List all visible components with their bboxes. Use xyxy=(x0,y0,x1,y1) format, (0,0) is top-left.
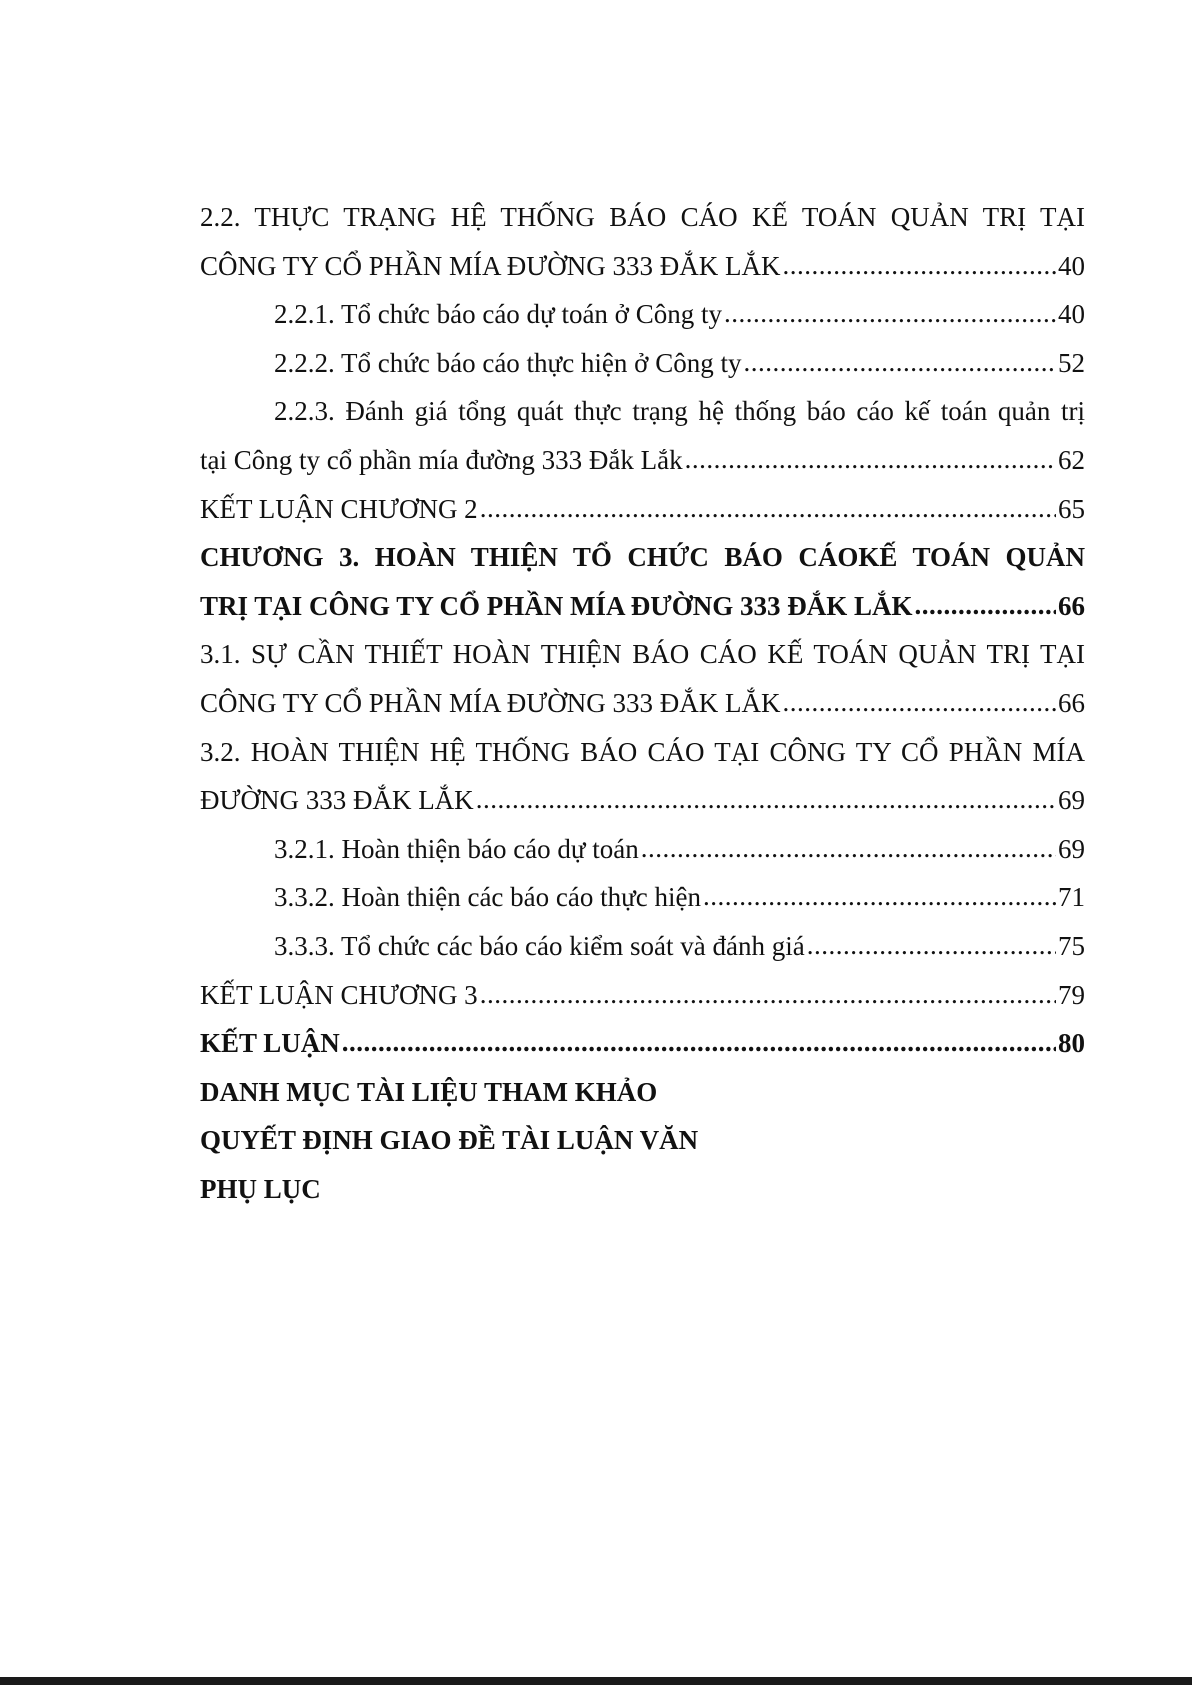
toc-entry-3-2-1[interactable] xyxy=(200,825,1085,874)
toc-page-number: 71 xyxy=(1058,882,1085,913)
toc-entry-text: tại Công ty cổ phần mía đường 333 Đắk Lắk xyxy=(200,444,683,475)
toc-entry-ket-luan-chuong-2[interactable] xyxy=(200,485,1085,534)
toc-entry-text: CHƯƠNG 3. HOÀN THIỆN TỔ CHỨC BÁO CÁOKẾ TOÁN QUẢN xyxy=(200,542,1085,573)
toc-entry-text: KẾT LUẬN CHƯƠNG 3 xyxy=(200,979,478,1010)
toc-page-number: 69 xyxy=(1058,785,1085,816)
dot-leader xyxy=(782,678,1056,727)
toc-entry-text: 3.1. SỰ CẦN THIẾT HOÀN THIỆN BÁO CÁO KẾ TOÁN QUẢN TRỊ TẠI xyxy=(200,639,1085,670)
toc-entry-text: 2.2.2. Tổ chức báo cáo thực hiện ở Công ty xyxy=(274,347,742,378)
dot-leader xyxy=(685,435,1056,484)
dot-leader xyxy=(915,581,1056,630)
dot-leader xyxy=(743,338,1056,387)
dot-leader xyxy=(480,484,1056,533)
toc-entry-text: CÔNG TY CỔ PHẦN MÍA ĐƯỜNG 333 ĐẮK LẮK xyxy=(200,687,781,718)
dot-leader xyxy=(342,1018,1056,1067)
toc-entry-3-3-3[interactable] xyxy=(200,922,1085,971)
toc-page-number: 40 xyxy=(1058,299,1085,330)
toc-entry-text: KẾT LUẬN xyxy=(200,1028,340,1059)
toc-entry-3-2[interactable] xyxy=(200,728,1085,825)
toc-entry-2-2-2[interactable] xyxy=(200,339,1085,388)
toc-entry-text: 2.2. THỰC TRẠNG HỆ THỐNG BÁO CÁO KẾ TOÁN QUẢN TRỊ TẠI xyxy=(200,202,1085,232)
toc-page-number: 80 xyxy=(1058,1028,1085,1059)
toc-entry-text: ĐƯỜNG 333 ĐẮK LẮK xyxy=(200,785,474,816)
toc-entry-text: CÔNG TY CỔ PHẦN MÍA ĐƯỜNG 333 ĐẮK LẮK xyxy=(200,250,781,281)
toc-entry-chuong-3[interactable] xyxy=(200,533,1085,630)
toc-page-number: 66 xyxy=(1058,687,1085,718)
toc-page-number: 75 xyxy=(1058,930,1085,961)
toc-entry-2-2-3[interactable] xyxy=(200,387,1085,484)
toc-page-number: 62 xyxy=(1058,444,1085,475)
toc-entry-text: TRỊ TẠI CÔNG TY CỔ PHẦN MÍA ĐƯỜNG 333 ĐẮK LẮK xyxy=(200,590,913,621)
toc-entry-ket-luan-chuong-3[interactable] xyxy=(200,971,1085,1020)
toc-entry-text: 2.2.1. Tổ chức báo cáo dự toán ở Công ty xyxy=(274,299,722,330)
dot-leader xyxy=(641,824,1056,873)
dot-leader xyxy=(703,872,1056,921)
toc-entry-text: 2.2.3. Đánh giá tổng quát thực trạng hệ thống báo cáo kế toán quản trị xyxy=(274,396,1085,427)
toc-entry-3-3-2[interactable] xyxy=(200,873,1085,922)
toc-entry-text: 3.3.3. Tổ chức các báo cáo kiểm soát và đánh giá xyxy=(274,930,805,961)
toc-page-number: 40 xyxy=(1058,250,1085,281)
toc-entry-appendix[interactable]: PHỤ LỤC xyxy=(200,1173,321,1204)
table-of-contents xyxy=(200,193,1085,1213)
dot-leader xyxy=(480,970,1056,1019)
toc-entry-thesis-decision[interactable]: QUYẾT ĐỊNH GIAO ĐỀ TÀI LUẬN VĂN xyxy=(200,1125,699,1156)
toc-entry-2-2[interactable] xyxy=(200,193,1085,290)
dot-leader xyxy=(807,921,1056,970)
toc-page-number: 52 xyxy=(1058,347,1085,378)
toc-page-number: 66 xyxy=(1058,590,1085,621)
toc-page-number: 65 xyxy=(1058,493,1085,524)
toc-entry-text: KẾT LUẬN CHƯƠNG 2 xyxy=(200,493,478,524)
toc-entry-3-1[interactable] xyxy=(200,630,1085,727)
dot-leader xyxy=(782,241,1056,290)
toc-entry-references[interactable]: DANH MỤC TÀI LIỆU THAM KHẢO xyxy=(200,1076,658,1107)
toc-entry-2-2-1[interactable] xyxy=(200,290,1085,339)
toc-entry-text: 3.2.1. Hoàn thiện báo cáo dự toán xyxy=(274,833,639,864)
toc-entry-text: 3.2. HOÀN THIỆN HỆ THỐNG BÁO CÁO TẠI CÔNG TY CỔ PHẦN MÍA xyxy=(200,736,1085,767)
toc-entry-text: 3.3.2. Hoàn thiện các báo cáo thực hiện xyxy=(274,882,701,913)
page-bottom-edge xyxy=(0,1677,1192,1685)
dot-leader xyxy=(724,289,1056,338)
toc-page-number: 79 xyxy=(1058,979,1085,1010)
toc-entry-ket-luan[interactable] xyxy=(200,1019,1085,1068)
dot-leader xyxy=(476,775,1056,824)
toc-page-number: 69 xyxy=(1058,833,1085,864)
